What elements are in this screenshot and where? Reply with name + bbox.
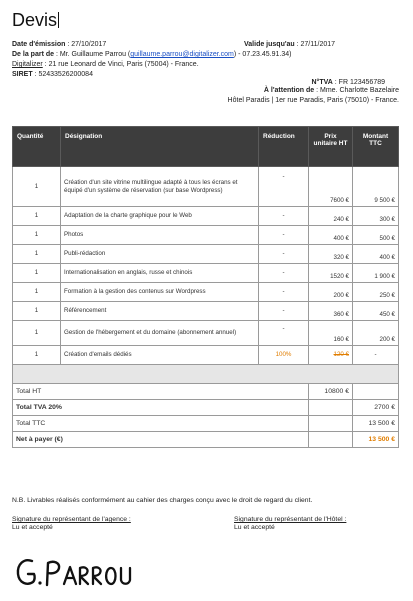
cell-unit-price: 160 € [309, 321, 353, 346]
hotel-signature-sub: Lu et accepté [234, 524, 275, 531]
table-row [13, 283, 399, 302]
cell-reduction: - [259, 264, 309, 283]
cell-total: 450 € [353, 302, 399, 321]
total-ht-label: Total HT [13, 384, 309, 400]
tva-total-label: Total TVA 20% [13, 400, 309, 416]
header-quantity: Quantité [13, 127, 61, 167]
cell-unit-price: 200 € [309, 283, 353, 302]
emission-value: : 27/10/2017 [65, 41, 107, 48]
handwritten-signature [14, 555, 139, 591]
header-designation: Désignation [61, 127, 259, 167]
tva-total-value: 2700 € [353, 400, 399, 416]
cell-total: 500 € [353, 226, 399, 245]
summary-row-tva [13, 400, 399, 416]
cell-quantity: 1 [13, 346, 61, 365]
cell-reduction: - [259, 226, 309, 245]
cell-total: 250 € [353, 283, 399, 302]
spacer-cell [13, 365, 399, 384]
cell-quantity: 1 [13, 302, 61, 321]
table-row [13, 321, 399, 346]
cell-quantity: 1 [13, 226, 61, 245]
total-ht-empty [353, 384, 399, 400]
table-row [13, 245, 399, 264]
agency-signature-block [12, 516, 131, 532]
cell-total: 200 € [353, 321, 399, 346]
cell-designation: Formation à la gestion des contenus sur Wordpress [61, 283, 259, 302]
net-empty [309, 432, 353, 448]
valid-label: Valide jusqu'au [244, 41, 295, 48]
cell-reduction: - [259, 321, 309, 346]
document-title [12, 10, 59, 31]
hotel-signature-title: Signature du représentant de l'Hôtel : [234, 516, 347, 523]
cell-designation: Photos [61, 226, 259, 245]
ttc-value: 13 500 € [353, 416, 399, 432]
attention-label: À l'attention de [263, 87, 315, 94]
net-value: 13 500 € [353, 432, 399, 448]
cell-quantity: 1 [13, 207, 61, 226]
summary-row-net [13, 432, 399, 448]
cell-reduction: - [259, 207, 309, 226]
cell-unit-price: 360 € [309, 302, 353, 321]
agency-signature-title: Signature du représentant de l'agence : [12, 516, 131, 523]
cell-total: 300 € [353, 207, 399, 226]
cell-reduction: - [259, 167, 309, 207]
sender-row [12, 50, 401, 60]
attention-row [12, 86, 401, 96]
cell-designation: Création d'un site vitrine multilingue adapté à tous les écrans et équipé d'un système de réservation (sur base Wordpress) [61, 167, 259, 207]
table-row [13, 264, 399, 283]
cell-total: 1 900 € [353, 264, 399, 283]
company-row [12, 60, 401, 70]
attention-value: : Mme. Charlotte Bazelaire [314, 87, 399, 94]
emission-row [12, 40, 401, 50]
cell-unit-price: 320 € [309, 245, 353, 264]
cell-designation: Internationalisation en anglais, russe et chinois [61, 264, 259, 283]
cell-reduction-highlight: 100% [259, 346, 309, 365]
header-reduction: Réduction [259, 127, 309, 167]
validity [244, 40, 335, 50]
net-label: Net à payer (€) [13, 432, 309, 448]
header-unit-price: Prix unitaire HT [309, 127, 353, 167]
table-row [13, 226, 399, 245]
tva-value: : FR 123456789 [332, 79, 385, 86]
cell-reduction: - [259, 245, 309, 264]
total-ht-value: 10800 € [309, 384, 353, 400]
ttc-empty [309, 416, 353, 432]
table-row [13, 167, 399, 207]
cell-designation: Gestion de l'hébergement et du domaine (abonnement annuel) [61, 321, 259, 346]
cell-total: - [353, 346, 399, 365]
cell-designation: Référencement [61, 302, 259, 321]
cell-designation: Adaptation de la charte graphique pour le Web [61, 207, 259, 226]
emission-label: Date d'émission [12, 41, 66, 48]
cell-unit-price: 7600 € [309, 167, 353, 207]
siret-row [12, 70, 401, 86]
cell-unit-price: 1520 € [309, 264, 353, 283]
cell-quantity: 1 [13, 245, 61, 264]
cell-reduction: - [259, 302, 309, 321]
company-name: Digitalizer [12, 61, 43, 68]
hotel-signature-block [234, 516, 346, 532]
cell-quantity: 1 [13, 167, 61, 207]
cell-quantity: 1 [13, 321, 61, 346]
table-header-row [13, 127, 399, 167]
title-text: Devis [12, 10, 58, 30]
cell-unit-price: 400 € [309, 226, 353, 245]
cell-quantity: 1 [13, 283, 61, 302]
from-phone: ) - 07.23.45.91.34) [233, 51, 292, 58]
ttc-label: Total TTC [13, 416, 309, 432]
valid-value: : 27/11/2017 [294, 41, 336, 48]
cell-designation: Création d'emails dédiés [61, 346, 259, 365]
table-row [13, 346, 399, 365]
summary-row-total-ht [13, 384, 399, 400]
tva-empty [309, 400, 353, 416]
tva-label: N°TVA [311, 79, 333, 86]
text-cursor [58, 12, 59, 28]
summary-row-ttc [13, 416, 399, 432]
table-row [13, 207, 399, 226]
from-label: De la part de [12, 51, 55, 58]
from-name: : Mr. Guillaume Parrou ( [54, 51, 131, 58]
table-spacer-row [13, 365, 399, 384]
delivery-note: N.B. Livrables réalisés conformément au cahier des charges conçu avec le droit de regard du client. [12, 497, 313, 504]
header-total-ttc: Montant TTC [353, 127, 399, 167]
cell-unit-price: 240 € [309, 207, 353, 226]
sender-email-link[interactable]: guillaume.parrou@digitalizer.com [130, 51, 234, 58]
siret-value: : 52433526200084 [32, 71, 93, 78]
cell-unit-price-struck: 120 € [309, 346, 353, 365]
cell-quantity: 1 [13, 264, 61, 283]
client-address [12, 96, 401, 106]
cell-total: 400 € [353, 245, 399, 264]
table-row [13, 302, 399, 321]
agency-signature-sub: Lu et accepté [12, 524, 53, 531]
quote-table [12, 126, 399, 448]
cell-total: 9 500 € [353, 167, 399, 207]
siret-label: SIRET [12, 71, 33, 78]
cell-designation: Publi-rédaction [61, 245, 259, 264]
client-address-text: Hôtel Paradis | 1er rue Paradis, Paris (75010) - France. [227, 97, 399, 104]
company-address: : 21 rue Leonard de Vinci, Paris (75004) - France. [42, 61, 199, 68]
cell-reduction: - [259, 283, 309, 302]
